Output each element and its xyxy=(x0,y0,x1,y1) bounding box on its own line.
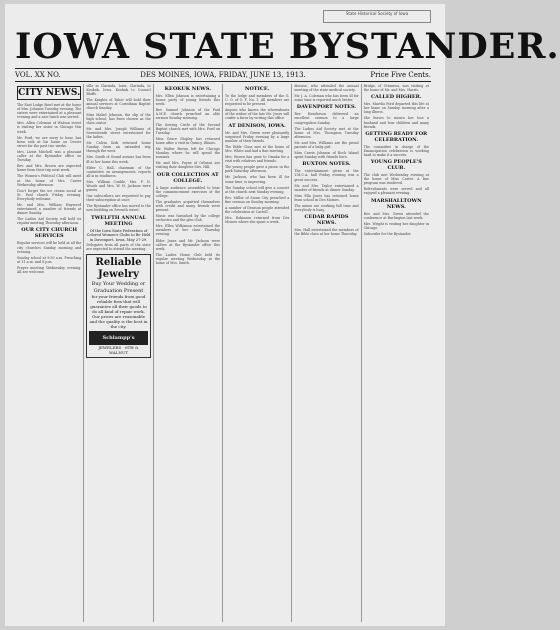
section-heading: BUXTON NOTES. xyxy=(302,161,351,168)
newspaper-masthead: IOWA STATE BYSTANDER. xyxy=(15,26,560,67)
section-heading: TWELFTH ANNUAL MEETING xyxy=(90,214,146,227)
article-paragraph: Miss Mabel Johnson, the slip of the high school, has been chosen as the class orator. xyxy=(86,112,151,125)
column-5 xyxy=(292,84,361,622)
section-heading: CEDAR RAPIDS NEWS. xyxy=(304,214,349,227)
article-paragraph: The Sewing Circle of the Second Baptist church met with Mrs. Ford on Tuesday. xyxy=(155,122,220,135)
article-paragraph: The young people gave a picnic in the park Saturday afternoon. xyxy=(224,165,290,174)
article-paragraph: Our subscribers are requested to pay their subscription at once. xyxy=(86,194,151,203)
article-paragraph: The Sunday school will give a concert at the church next Sunday evening. xyxy=(224,185,290,194)
column-4 xyxy=(223,84,292,622)
article-paragraph: The Women's Political Club will meet at the home of Mrs. Carter Wednesday afternoon. xyxy=(17,174,82,187)
section-heading: CALLED HIGHER. xyxy=(371,94,422,101)
article-paragraph: The committee in charge of the Emancipation celebration is working hard to make it a success. xyxy=(363,144,429,157)
article-subheading: Of the Iowa State Federation of Colored Women's Clubs to Be Held in Davenport, Iowa, May 27-29. xyxy=(86,228,151,242)
library-stamp: State Historical Society of Iowa xyxy=(323,10,431,23)
article-paragraph: The mines are working full time and everybody is busy. xyxy=(294,203,359,213)
article-paragraph: Subscribe for the Bystander. xyxy=(363,231,412,236)
article-paragraph: Mr. and Mrs. Green were pleasantly surprised Friday evening by a large number of their friends. xyxy=(224,130,290,143)
article-paragraph: Mrs. Wright is visiting her daughter in Chicago. xyxy=(363,221,429,230)
ad-subheadline: Buy Your Wedding or Graduation Present xyxy=(91,281,146,294)
article-paragraph: Miss Carrie Johnson of Rock Island spent Sunday with friends here. xyxy=(294,151,359,160)
article-paragraph: Mrs. Brown has gone to Omaha for a visit with relatives and friends. xyxy=(224,155,290,164)
article-paragraph: Anyone who knows the whereabouts of the widow of the late Mr. Jones will confer a favor by writing this office. xyxy=(224,108,290,121)
place-and-date: DES MOINES, IOWA, FRIDAY, JUNE 13, 1913. xyxy=(140,71,306,79)
article-paragraph: Miss Ella Jones has returned home from school in Des Moines. xyxy=(294,193,359,202)
article-paragraph: Mrs. Allen Coleman of Watson street is visiting her sister in Chicago this week. xyxy=(17,121,82,134)
article-paragraph: The Bible Class met at the home of Mrs. White and had a fine meeting. xyxy=(224,144,290,153)
section-heading: OUR CITY CHURCH SERVICES xyxy=(21,227,78,240)
article-paragraph: disease, who attended the annual meeting of the state medical society. xyxy=(294,84,359,93)
article-paragraph: The entertainment given at the Y.M.C.A. hall Friday evening was a great success. xyxy=(294,169,359,182)
article-paragraph: The Ladies Aid Society will hold its regular meeting Thursday afternoon. xyxy=(17,217,82,226)
top-rule xyxy=(15,68,431,69)
article-paragraph: Mr. and Mrs. Williams are the proud parents of a baby girl. xyxy=(294,140,359,150)
article-paragraph: Refreshments were served and all enjoyed a pleasant evening. xyxy=(363,187,429,196)
ad-headline: Reliable Jewelry xyxy=(95,257,142,281)
article-paragraph: Rev. and Mrs. Brown are expected home from their trip next week. xyxy=(17,164,82,173)
section-heading: KEOKUK NEWS. xyxy=(164,86,211,92)
article-paragraph: Music was furnished by the college orchestra and the glee club. xyxy=(155,214,220,223)
section-heading: MARSHALLTOWN NEWS. xyxy=(370,197,422,210)
article-paragraph: Prayer meeting Wednesday evening. All are welcome. xyxy=(17,265,82,274)
newspaper-page xyxy=(5,4,560,626)
article-paragraph: Mrs. Hall entertained the members of the Bible class at her home Thursday. xyxy=(294,228,359,237)
article-paragraph: Mr. Walter Brown left for Chicago Monday where he will spend the summer. xyxy=(155,147,220,160)
dateline xyxy=(15,70,431,80)
column-3 xyxy=(154,84,223,622)
article-paragraph: Mrs. Smith of Grand avenue has been ill at her home this week. xyxy=(86,155,151,164)
article-paragraph: A large audience assembled to hear the commencement exercises of the college. xyxy=(155,185,220,198)
article-paragraph: She leaves to mourn her loss a husband and four children and many friends. xyxy=(363,116,429,129)
article-paragraph: Mrs. Lizzie Mitchell was a pleasant caller at the Bystander office on Tuesday. xyxy=(17,149,82,163)
column-6 xyxy=(362,84,431,622)
bottom-rule xyxy=(15,81,431,82)
volume-number: VOL. XX NO. xyxy=(15,71,61,79)
ad-logo: Schlampp's xyxy=(89,331,147,345)
article-paragraph: A number of Denison people attended the celebration at Carroll. xyxy=(224,205,290,215)
article-paragraph: Elder Jones and Mr. Jackson were callers at the Bystander office this week. xyxy=(155,238,220,251)
article-paragraph: Mrs. Martha Ford departed this life at her home on Sunday morning after a long illness. xyxy=(363,102,429,115)
article-paragraph: Rev. and Mrs. Green attended the conference at Burlington last week. xyxy=(363,211,429,220)
article-paragraph: Don't forget the ice cream social at St. Paul church Friday evening. Everybody welcome. xyxy=(17,188,82,201)
article-paragraph: Mr. and Mrs. William Haywood entertained a number of friends at dinner Sunday. xyxy=(17,202,82,216)
section-heading: OUR COLLECTION AT COLLEGE. xyxy=(156,171,219,184)
jewelry-advertisement xyxy=(86,254,150,358)
article-paragraph: Mr. Calvin Kirk returned home Sunday from an extended trip through the west. xyxy=(86,141,151,154)
article-paragraph: Mrs. Robinson returned from Des Moines where she spent a week. xyxy=(224,216,290,225)
article-paragraph: Mr. and Mrs. Taylor entertained a number of friends at dinner Sunday. xyxy=(294,183,359,192)
section-heading: NOTICE. xyxy=(244,86,270,92)
article-paragraph: Mrs. Ellen Wilkinson entertained the members of her class Thursday evening. xyxy=(155,224,220,237)
article-paragraph: Mr. Ford, we are sorry to hear, has been sick at his home on Center street for the past two weeks. xyxy=(17,135,82,148)
article-paragraph: The club met Wednesday evening at the home of Miss Carter. A fine program was rendered. xyxy=(363,173,429,186)
article-paragraph: Elder C. Hall, chairman of the committee on arrangements, reports all is in readiness. xyxy=(86,165,151,178)
article-paragraph: Rev. Samuel Johnson of the Paul A.M.E. church preached an able sermon Sunday morning. xyxy=(155,108,220,121)
article-paragraph: The East Lodge Bowl met at the home of Mrs. Johnson Tuesday evening. The sisters were entertained at a pleasant evening and a nice lunch was served. xyxy=(17,103,82,120)
ad-body: for your friends from good reliable firm that will guarantee all their goods to do all kind of repair work. Our prices are reasonable and the quality is the best in the city. xyxy=(89,294,148,330)
article-paragraph: Mr. J. A. Coleman who has been ill for some time is reported much better. xyxy=(294,94,359,103)
article-paragraph: Mrs. Ellen Johnson is entertaining a house party of young friends this week. xyxy=(155,94,220,107)
article-paragraph: Sunday school at 9:30 a.m. Preaching at 11 a.m. and 8 p.m. xyxy=(17,255,82,264)
section-heading: CITY NEWS. xyxy=(18,88,81,98)
column-2 xyxy=(84,84,153,622)
article-paragraph: The Knights of Tabor will hold their annual services at Corinthian Baptist church Sunday. xyxy=(86,98,151,111)
section-heading: GETTING READY FOR CELEBRATION. xyxy=(365,130,428,143)
article-paragraph: ville in Clarinda, Iowa. Clarinda, to Keokuk, Iowa. Keokuk to Council Bluffs. xyxy=(86,84,151,97)
article-paragraph: The Bystander office has moved to the new building on Seventh street. xyxy=(86,204,151,213)
article-paragraph: Mr. and Mrs. Payne of Orleans are visiting their daughter Mrs. Hill. xyxy=(155,161,220,170)
article-paragraph: Regular services will be held at all the city churches Sunday morning and evening. xyxy=(17,241,82,254)
section-heading: DAVENPORT NOTES. xyxy=(296,104,357,111)
article-paragraph: Delegates from all parts of the state are expected to attend the meeting. xyxy=(86,243,151,252)
article-paragraph: Bridge, of Ottumwa, was visiting at the home of Mr. and Mrs. Harris. xyxy=(363,84,429,93)
article-paragraph: Rev. Miller of Sioux City preached a fine sermon on Sunday morning. xyxy=(224,195,290,204)
article-paragraph: Miss Grace Shipley has returned home after a visit in Quincy, Illinois. xyxy=(155,136,220,145)
article-paragraph: The Ladies Aid Society met at the home of Mrs. Thompson Tuesday afternoon. xyxy=(294,126,359,139)
article-paragraph: Rev. Henderson delivered an excellent sermon to a large congregation Sunday. xyxy=(294,112,359,125)
article-paragraph: Mrs. William Conkle, Mrs. F. N. Woods and Mrs. W. H. Jackson were guests. xyxy=(86,179,151,193)
section-heading: YOUNG PEOPLE'S CLUB. xyxy=(370,159,422,172)
article-paragraph: The graduates acquitted themselves with credit and many friends were present. xyxy=(155,199,220,212)
section-heading: AT DENISON, IOWA. xyxy=(228,122,286,129)
article-paragraph: The Ladies Home Club held its regular meeting Wednesday at the home of Mrs. Smith. xyxy=(155,252,220,265)
article-paragraph: To the lodge and members of the G. U. O. of O. F. No. 1. All members are requested to be present. xyxy=(224,94,290,107)
article-paragraph: Mr. and Mrs. Joseph Williams of Seventeenth street entertained for the ladies. xyxy=(86,126,151,140)
article-paragraph: Mr. Jackson, who has been ill for some time, is improving. xyxy=(224,175,290,184)
ad-footer: JEWELERS · 6TH & WALNUT xyxy=(98,345,139,356)
article-columns xyxy=(15,84,431,622)
issue-price: Price Five Cents. xyxy=(370,71,431,79)
column-1 xyxy=(15,84,84,622)
